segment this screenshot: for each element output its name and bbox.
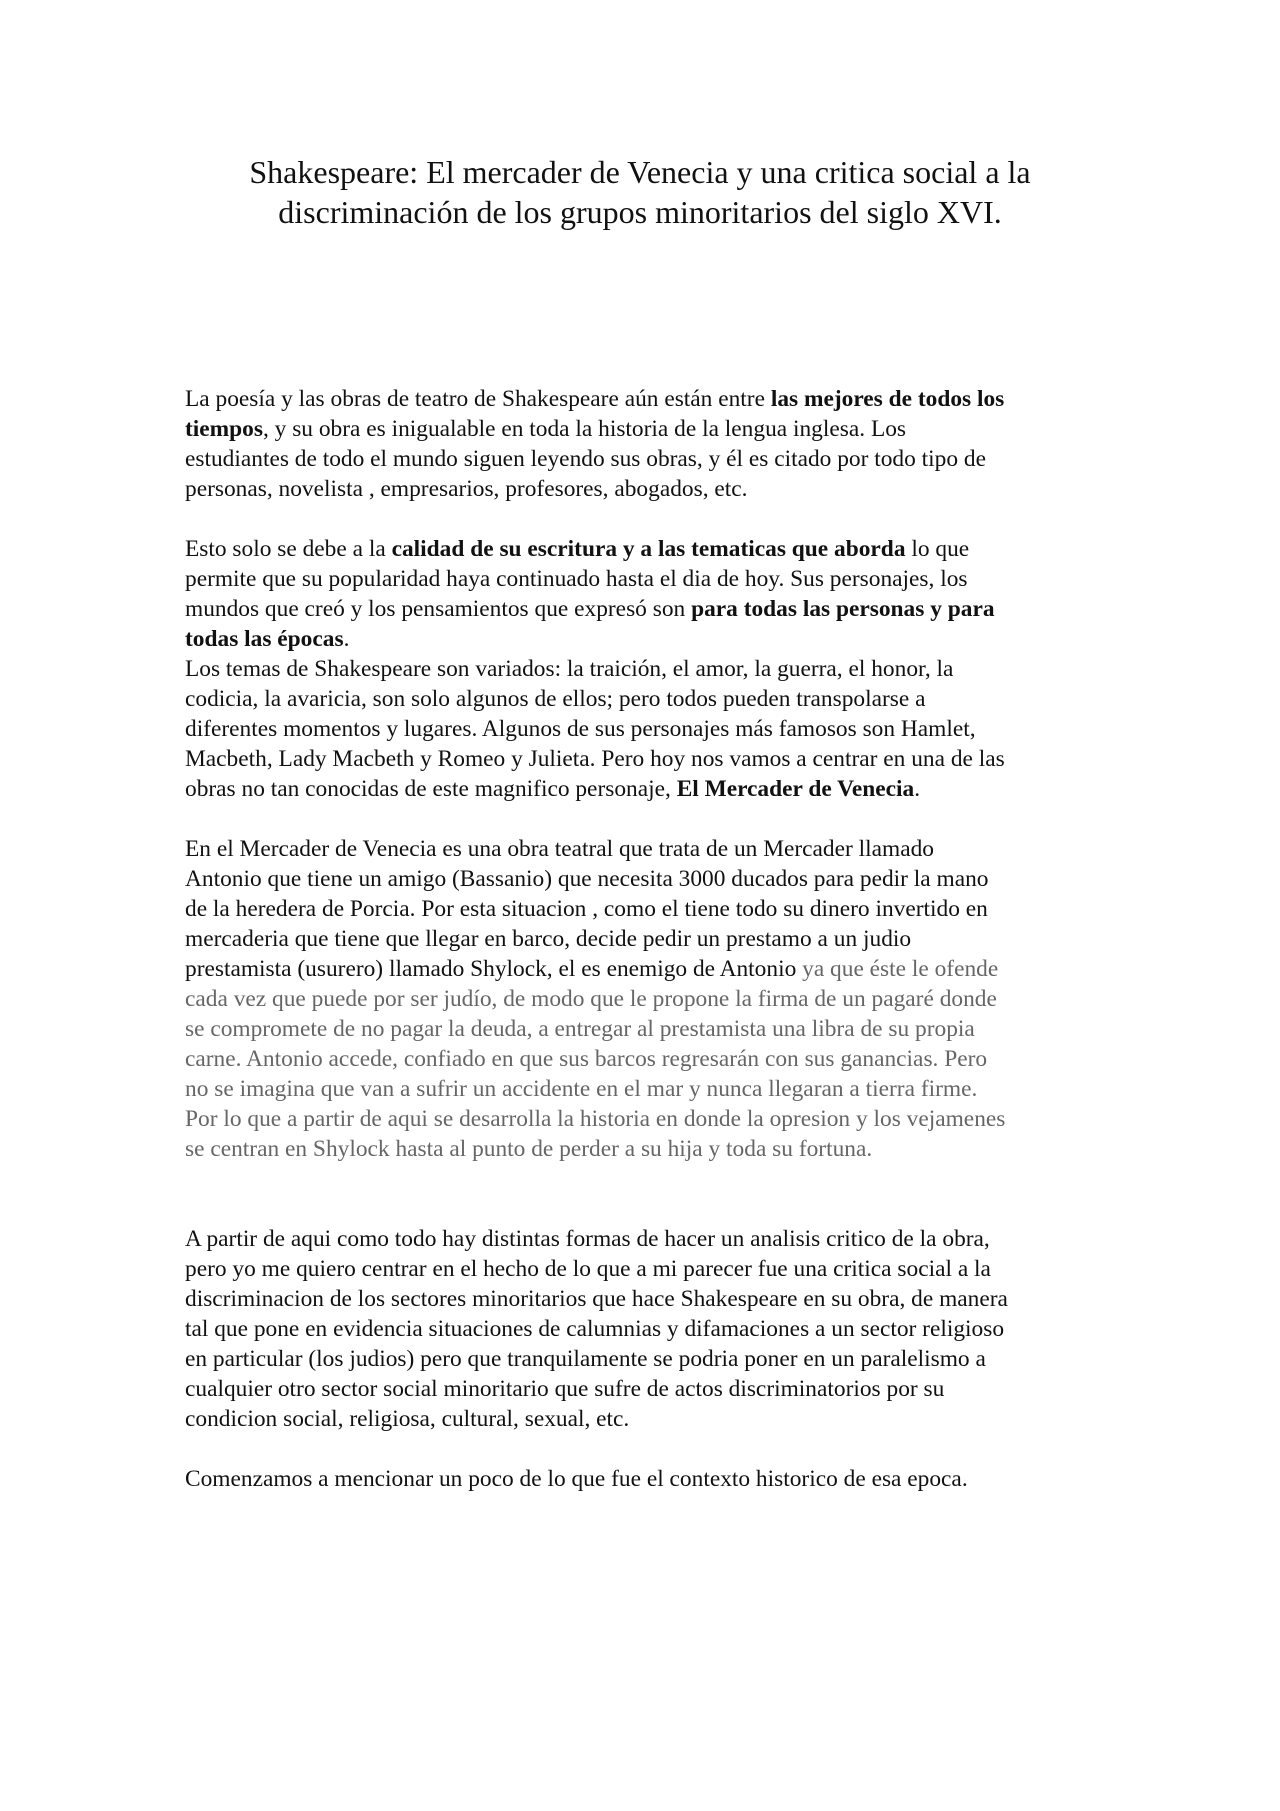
- text-line: mundos que creó y los pensamientos que expresó son para todas las personas y para: [185, 596, 995, 622]
- document-title: [150, 152, 1130, 232]
- muted-text-line: cada vez que puede por ser judío, de modo que le propone la firma de un pagaré donde: [185, 986, 997, 1012]
- text-line: discriminacion de los sectores minoritarios que hace Shakespeare en su obra, de manera: [185, 1286, 1008, 1312]
- paragraph-spacer: [185, 1164, 1105, 1224]
- text-line: tal que pone en evidencia situaciones de calumnias y difamaciones a un sector religioso: [185, 1316, 1005, 1342]
- paragraph-5: [185, 1464, 1105, 1494]
- text-line: en particular (los judios) pero que tranquilamente se podria poner en un paralelismo a: [185, 1346, 986, 1372]
- paragraph-1: [185, 384, 1105, 504]
- text-line: cualquier otro sector social minoritario que sufre de actos discriminatorios por su: [185, 1376, 945, 1402]
- title-line: discriminación de los grupos minoritarios del siglo XVI.: [278, 194, 1002, 230]
- muted-text-line: se centran en Shylock hasta al punto de perder a su hija y toda su fortuna.: [185, 1136, 873, 1162]
- bold-phrase: tiempos: [185, 416, 263, 442]
- paragraph-4: [185, 1224, 1105, 1434]
- text-line: tiempos, y su obra es inigualable en toda la historia de la lengua inglesa. Los: [185, 416, 907, 442]
- muted-text-line: carne. Antonio accede, confiado en que sus barcos regresarán con sus ganancias. Pero: [185, 1046, 988, 1072]
- muted-text: ya que éste le ofende: [802, 956, 999, 982]
- bold-phrase: para todas las personas y para: [691, 596, 995, 622]
- muted-text-line: se compromete de no pagar la deuda, a entregar al prestamista una libra de su propia: [185, 1016, 975, 1042]
- paragraph-spacer: [185, 1434, 1105, 1464]
- text-line: obras no tan conocidas de este magnifico personaje, El Mercader de Venecia.: [185, 776, 921, 802]
- muted-text-line: no se imagina que van a sufrir un accidente en el mar y nunca llegaran a tierra firme.: [185, 1076, 978, 1102]
- text-line: pero yo me quiero centrar en el hecho de lo que a mi parecer fue una critica social a la: [185, 1256, 991, 1282]
- paragraph-3: [185, 834, 1105, 1164]
- text-line: todas las épocas.: [185, 626, 350, 652]
- text-line: condicion social, religiosa, cultural, sexual, etc.: [185, 1406, 630, 1432]
- text-line: Antonio que tiene un amigo (Bassanio) que necesita 3000 ducados para pedir la mano: [185, 866, 989, 892]
- text-line: mercaderia que tiene que llegar en barco, decide pedir un prestamo a un judio: [185, 926, 912, 952]
- paragraph-spacer: [185, 504, 1105, 534]
- text-line: diferentes momentos y lugares. Algunos de sus personajes más famosos son Hamlet,: [185, 716, 976, 742]
- text-line: Comenzamos a mencionar un poco de lo que fue el contexto historico de esa epoca.: [185, 1466, 968, 1492]
- text-line: prestamista (usurero) llamado Shylock, el es enemigo de Antonio ya que éste le ofende: [185, 956, 999, 982]
- text-line: La poesía y las obras de teatro de Shakespeare aún están entre las mejores de todos los: [185, 386, 1005, 412]
- text-line: Los temas de Shakespeare son variados: la traición, el amor, la guerra, el honor, la: [185, 656, 954, 682]
- bold-phrase: El Mercader de Venecia: [676, 776, 915, 802]
- title-line: Shakespeare: El mercader de Venecia y una critica social a la: [249, 154, 1031, 190]
- document-body: [185, 384, 1105, 1494]
- text-line: de la heredera de Porcia. Por esta situacion , como el tiene todo su dinero invertido en: [185, 896, 988, 922]
- text-line: personas, novelista , empresarios, profesores, abogados, etc.: [185, 476, 748, 502]
- bold-phrase: las mejores de todos los: [770, 386, 1005, 412]
- text-line: En el Mercader de Venecia es una obra teatral que trata de un Mercader llamado: [185, 836, 934, 862]
- text-line: codicia, la avaricia, son solo algunos de ellos; pero todos pueden transpolarse a: [185, 686, 926, 712]
- bold-phrase: todas las épocas: [185, 626, 344, 652]
- text-line: permite que su popularidad haya continuado hasta el dia de hoy. Sus personajes, los: [185, 566, 968, 592]
- paragraph-spacer: [185, 804, 1105, 834]
- text-line: Esto solo se debe a la calidad de su escritura y a las tematicas que aborda lo que: [185, 536, 970, 562]
- bold-phrase: calidad de su escritura y a las tematicas que aborda: [391, 536, 906, 562]
- text-line: estudiantes de todo el mundo siguen leyendo sus obras, y él es citado por todo tipo de: [185, 446, 986, 472]
- muted-text-line: Por lo que a partir de aqui se desarrolla la historia en donde la opresion y los vejamenes: [185, 1106, 1006, 1132]
- text-line: A partir de aqui como todo hay distintas formas de hacer un analisis critico de la obra,: [185, 1226, 990, 1252]
- paragraph-2: [185, 534, 1105, 804]
- text-line: Macbeth, Lady Macbeth y Romeo y Julieta. Pero hoy nos vamos a centrar en una de las: [185, 746, 1005, 772]
